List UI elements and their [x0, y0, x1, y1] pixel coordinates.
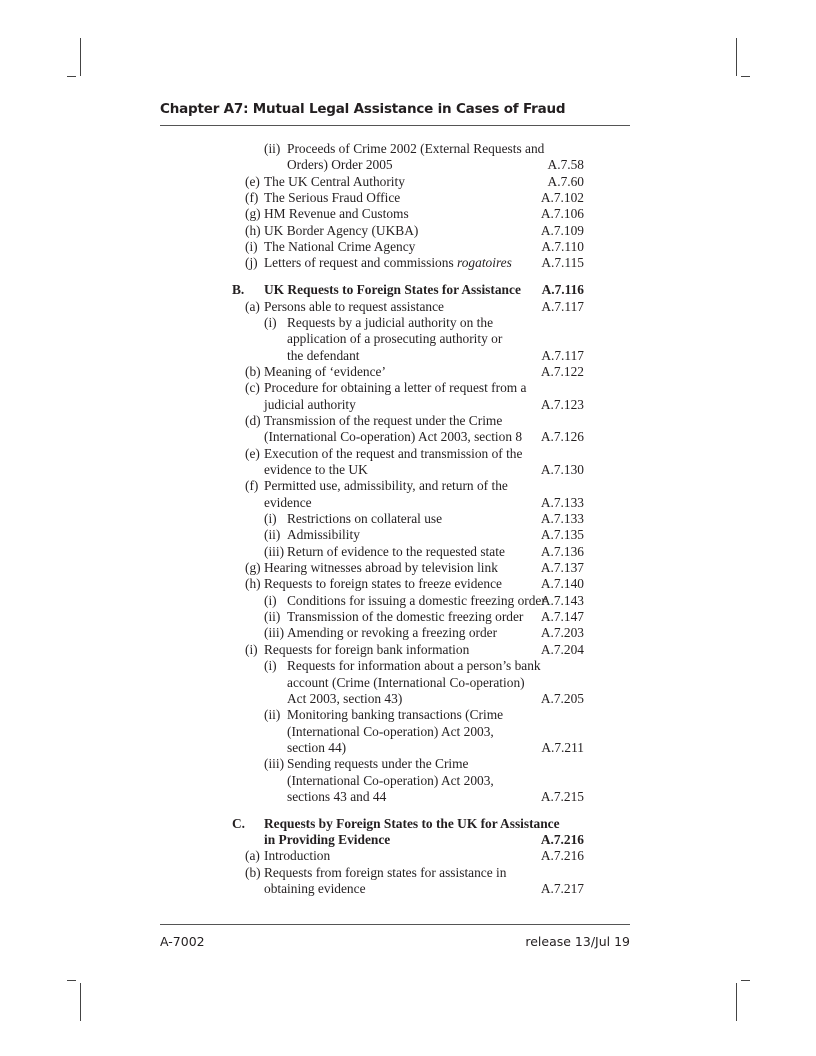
toc-text: judicial authority [264, 396, 356, 412]
toc-paragraph-ref[interactable]: A.7.147 [540, 609, 584, 625]
toc-entry[interactable] [160, 364, 630, 380]
toc-entry[interactable] [160, 544, 630, 560]
toc-text: Hearing witnesses abroad by television link [264, 560, 498, 576]
toc-entry-text [160, 141, 630, 157]
toc-text: Procedure for obtaining a letter of request from a [264, 380, 527, 396]
toc-entry[interactable] [160, 848, 630, 864]
crop-mark [67, 980, 76, 981]
crop-mark [736, 983, 737, 1021]
toc-marker: (i) [264, 592, 277, 608]
toc-text: Requests to foreign states to freeze evidence [264, 576, 502, 592]
toc-entry-text [160, 724, 630, 740]
toc-paragraph-ref[interactable]: A.7.126 [540, 429, 584, 445]
toc-marker: (f) [245, 478, 259, 494]
toc-marker: (a) [245, 298, 260, 314]
toc-entry[interactable] [160, 315, 630, 364]
toc-entry[interactable] [160, 206, 630, 222]
toc-text: The National Crime Agency [264, 239, 416, 255]
toc-text: Requests by Foreign States to the UK for Assistance [264, 815, 560, 831]
toc-marker: (g) [245, 206, 261, 222]
toc-marker: (ii) [264, 527, 281, 543]
toc-text: account (Crime (International Co-operation) [287, 674, 525, 690]
toc-paragraph-ref[interactable]: A.7.123 [540, 396, 584, 412]
toc-paragraph-ref[interactable]: A.7.102 [540, 190, 584, 206]
toc-text: Requests for foreign bank information [264, 641, 470, 657]
toc-entry-text [160, 446, 630, 462]
toc-marker: B. [232, 282, 245, 298]
crop-mark [736, 38, 737, 76]
toc-entry[interactable] [160, 511, 630, 527]
toc-text: (International Co-operation) Act 2003, [287, 723, 494, 739]
toc-text: sections 43 and 44 [287, 788, 387, 804]
toc-entry-text [160, 413, 630, 429]
crop-mark [80, 983, 81, 1021]
toc-text: Orders) Order 2005 [287, 157, 393, 173]
toc-marker: C. [232, 815, 246, 831]
toc-entry-text [160, 658, 630, 674]
toc-entry[interactable] [160, 190, 630, 206]
toc-text: section 44) [287, 739, 347, 755]
toc-text: Conditions for issuing a domestic freezing order [287, 592, 546, 608]
toc-marker: (ii) [264, 609, 281, 625]
toc-entry[interactable] [160, 756, 630, 805]
toc-text: Persons able to request assistance [264, 298, 444, 314]
toc-paragraph-ref[interactable]: A.7.109 [540, 222, 584, 238]
toc-entry[interactable] [160, 380, 630, 413]
toc-text: The UK Central Authority [264, 173, 405, 189]
toc-marker: (iii) [264, 756, 285, 772]
toc-text: Transmission of the domestic freezing order [287, 609, 524, 625]
toc-marker: (f) [245, 190, 259, 206]
toc-entry-text [160, 865, 630, 881]
toc-marker: (c) [245, 380, 260, 396]
release-label: release 13/Jul 19 [525, 934, 630, 949]
toc-text: Meaning of ‘evidence’ [264, 363, 386, 379]
toc-text: Restrictions on collateral use [287, 511, 443, 527]
toc-marker: (h) [245, 576, 261, 592]
toc-paragraph-ref[interactable]: A.7.205 [540, 690, 584, 706]
toc-text: Act 2003, section 43) [287, 690, 403, 706]
toc-marker: (b) [245, 864, 261, 880]
toc-entry[interactable] [160, 560, 630, 576]
toc-entry[interactable] [160, 593, 630, 609]
toc-entry[interactable] [160, 625, 630, 641]
toc-paragraph-ref[interactable]: A.7.58 [547, 157, 584, 173]
toc-paragraph-ref[interactable]: A.7.133 [540, 494, 584, 510]
toc-text: Monitoring banking transactions (Crime [287, 707, 504, 723]
toc-entry[interactable] [160, 446, 630, 479]
toc-text: Proceeds of Crime 2002 (External Requests and [287, 141, 545, 156]
toc-marker: (iii) [264, 625, 285, 641]
toc-text: UK Border Agency (UKBA) [264, 222, 419, 238]
toc-paragraph-ref[interactable]: A.7.217 [540, 881, 584, 897]
toc-text: Introduction [264, 848, 331, 864]
chapter-header: Chapter A7: Mutual Legal Assistance in Cases of Fraud [160, 101, 566, 117]
toc-paragraph-ref[interactable]: A.7.130 [540, 462, 584, 478]
toc-marker: (d) [245, 413, 261, 428]
toc-text: Sending requests under the Crime [287, 756, 469, 772]
toc-paragraph-ref[interactable]: A.7.110 [541, 239, 584, 255]
toc-marker: (j) [245, 255, 258, 271]
toc-text: application of a prosecuting authority or [287, 331, 503, 347]
toc-entry[interactable] [160, 527, 630, 543]
toc-paragraph-ref[interactable]: A.7.116 [541, 282, 584, 298]
toc-paragraph-ref[interactable]: A.7.135 [540, 527, 584, 543]
toc-entry-text [160, 315, 630, 331]
toc-paragraph-ref[interactable]: A.7.136 [540, 543, 584, 559]
toc-marker: (iii) [264, 543, 285, 559]
table-of-contents [160, 141, 630, 897]
toc-marker: (i) [264, 314, 277, 330]
crop-mark [741, 980, 750, 981]
crop-mark [80, 38, 81, 76]
toc-text: (International Co-operation) Act 2003, [287, 772, 494, 788]
toc-entry[interactable] [160, 658, 630, 707]
toc-text: obtaining evidence [264, 881, 366, 897]
toc-text: evidence to the UK [264, 462, 368, 478]
toc-text: Return of evidence to the requested state [287, 543, 505, 559]
toc-marker: (ii) [264, 707, 281, 723]
toc-entry-text [160, 816, 630, 832]
toc-entry[interactable] [160, 478, 630, 511]
toc-paragraph-ref[interactable]: A.7.143 [540, 592, 584, 608]
toc-entry[interactable] [160, 707, 630, 756]
crop-mark [67, 76, 76, 77]
toc-paragraph-ref[interactable]: A.7.133 [540, 511, 584, 527]
toc-paragraph-ref[interactable]: A.7.211 [541, 739, 584, 755]
toc-text: Letters of request and commissions [264, 255, 458, 271]
toc-entry[interactable] [160, 282, 630, 298]
toc-text: (International Co-operation) Act 2003, section 8 [264, 429, 523, 445]
toc-text: in Providing Evidence [264, 832, 391, 848]
toc-entry[interactable] [160, 413, 630, 446]
toc-entry[interactable] [160, 865, 630, 898]
toc-paragraph-ref[interactable]: A.7.60 [547, 173, 584, 189]
toc-entry[interactable] [160, 299, 630, 315]
toc-entry-text [160, 675, 630, 691]
toc-entry[interactable] [160, 816, 630, 849]
toc-paragraph-ref[interactable]: A.7.216 [540, 848, 584, 864]
toc-text: Transmission of the request under the Crime [264, 413, 503, 428]
toc-marker: (i) [264, 658, 277, 674]
toc-entry[interactable] [160, 239, 630, 255]
toc-text: Permitted use, admissibility, and return of the [264, 478, 508, 494]
toc-text: Requests from foreign states for assistance in [264, 864, 507, 880]
page-number: A-7002 [160, 934, 205, 949]
toc-entry[interactable] [160, 141, 630, 174]
toc-entry[interactable] [160, 174, 630, 190]
toc-entry-text [160, 331, 630, 347]
toc-text: Admissibility [287, 527, 360, 543]
toc-paragraph-ref[interactable]: A.7.215 [540, 788, 584, 804]
toc-marker: (h) [245, 222, 261, 238]
toc-italic-text: rogatoires [457, 255, 512, 271]
toc-entry-text [160, 380, 630, 396]
toc-marker: (i) [245, 239, 258, 255]
toc-entry[interactable] [160, 223, 630, 239]
toc-entry-text [160, 773, 630, 789]
toc-marker: (ii) [264, 141, 281, 156]
toc-paragraph-ref[interactable]: A.7.203 [540, 625, 584, 641]
toc-text: evidence [264, 494, 312, 510]
toc-text: Requests for information about a person’s bank [287, 658, 541, 674]
toc-marker: (b) [245, 363, 261, 379]
toc-paragraph-ref[interactable]: A.7.117 [541, 298, 584, 314]
toc-paragraph-ref[interactable]: A.7.140 [540, 576, 584, 592]
toc-paragraph-ref[interactable]: A.7.137 [540, 560, 584, 576]
toc-entry[interactable] [160, 609, 630, 625]
toc-entry-text [160, 478, 630, 494]
toc-marker: (a) [245, 848, 260, 864]
toc-entry[interactable] [160, 255, 630, 271]
toc-marker: (g) [245, 560, 261, 576]
footer-rule [160, 924, 630, 925]
toc-text: Requests by a judicial authority on the [287, 314, 494, 330]
toc-text: UK Requests to Foreign States for Assistance [264, 282, 521, 298]
toc-marker: (i) [264, 511, 277, 527]
toc-entry[interactable] [160, 642, 630, 658]
toc-marker: (e) [245, 173, 260, 189]
toc-text: the defendant [287, 347, 360, 363]
toc-marker: (e) [245, 445, 260, 461]
toc-paragraph-ref[interactable]: A.7.122 [540, 363, 584, 379]
crop-mark [741, 76, 750, 77]
toc-paragraph-ref[interactable]: A.7.106 [540, 206, 584, 222]
toc-paragraph-ref[interactable]: A.7.216 [540, 832, 584, 848]
header-rule [160, 125, 630, 126]
toc-text: The Serious Fraud Office [264, 190, 401, 206]
toc-paragraph-ref[interactable]: A.7.117 [541, 347, 584, 363]
toc-entry-text [160, 707, 630, 723]
toc-entry-text [160, 756, 630, 772]
toc-paragraph-ref[interactable]: A.7.115 [541, 255, 584, 271]
toc-marker: (i) [245, 641, 258, 657]
toc-text: Execution of the request and transmission of the [264, 445, 523, 461]
toc-text: Amending or revoking a freezing order [287, 625, 498, 641]
toc-entry[interactable] [160, 576, 630, 592]
toc-paragraph-ref[interactable]: A.7.204 [540, 641, 584, 657]
toc-text: HM Revenue and Customs [264, 206, 409, 222]
